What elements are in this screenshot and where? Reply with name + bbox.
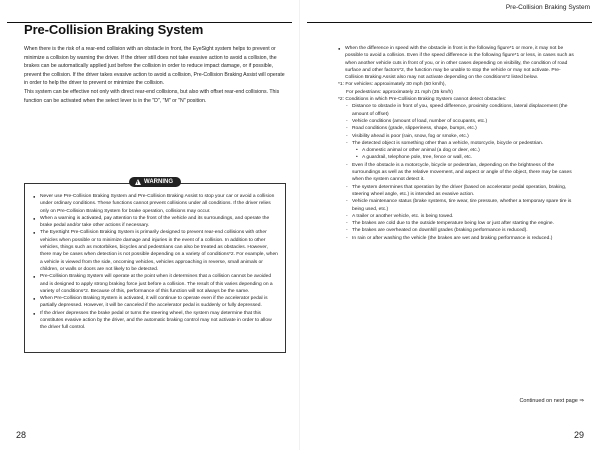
right-page <box>300 0 600 450</box>
page-number-left: 28 <box>16 430 27 440</box>
continued-note: Continued on next page ⇒ <box>519 398 584 404</box>
warning-badge <box>129 177 181 187</box>
footnote-1: *1: For vehicles: approximately 30 mph (50 km/h), <box>338 82 446 88</box>
condition-item <box>346 140 578 162</box>
conditions-list <box>338 103 578 242</box>
intro-paragraph: This system can be effective not only with direct rear-end collisions, but also with offset rear-end collisions. This function can be activated when the select lever is in the "D", "M" or "N" position. <box>24 88 280 104</box>
sub-condition-item: • A guardrail, telephone pole, tree, fence or wall, etc. <box>356 154 578 161</box>
header-rule <box>307 22 592 23</box>
speed-bullet: ● When the difference in speed with the obstacle in front is the following figure*1 or more, it may not be possible to avoid a collision. Even if the speed difference is the following figure*1 or less, in cases such as when another vehicle cuts in front of you, or in other cases depending on visibility, the condition of road surface and other factors*2, the function may be unable to stop the vehicle or may not activate. Pre-Collision Braking Assist also may not activate depending on the conditions*2 listed below. <box>338 45 578 81</box>
warning-list <box>33 193 279 332</box>
sub-condition-item: • A domestic animal or other animal (a dog or deer, etc.) <box>356 147 578 154</box>
warning-item: ● Never use Pre-Collision Braking System and Pre-Collision Braking Assist to stop your car or avoid a collision under ordinary conditions. These functions cannot prevent collisions under all conditions. If the driver relies only on Pre-Collision Braking System for brake operation, collisions may occur. <box>33 193 279 215</box>
condition-item: - Vehicle conditions (amount of load, number of occupants, etc.) <box>346 118 578 125</box>
warning-item: ● Pre-Collision Braking System will operate at the point when it determines that a collision cannot be avoided and is designed to apply strong braking force just before a collision. The result of this varies depending on a variety of conditions*2. Because of this, performance of this function will not always be the same. <box>33 273 279 295</box>
condition-item: - The brakes are overheated on downhill grades (braking performance is reduced). <box>346 227 578 234</box>
intro-paragraph: When there is the risk of a rear-end collision with an obstacle in front, the EyeSight system helps to prevent or minimize a collision by warning the driver. If the driver still does not take evasive action to avoid a collision, the brakes can be automatically applied just before the collision in order to reduce impact damage, or if possible, prevent the collision. If the driver takes evasive action to avoid a collision, Pre-Collision Braking Assist will operate in order to help the driver to prevent or minimize the collision. <box>24 46 285 87</box>
condition-text: The detected object is something other than a vehicle, motorcycle, bicycle or pedestrian. <box>352 140 544 146</box>
condition-item: - In rain or after washing the vehicle (the brakes are wet and braking performance is reduced.) <box>346 235 578 242</box>
condition-item: - The system determines that operation by the driver (based on accelerator pedal operation, braking, steering wheel angle, etc.) is intended as evasive action. <box>346 184 578 199</box>
condition-item: - Even if the obstacle is a motorcycle, bicycle or pedestrian, depending on the brightness of the surroundings as well as the relative movement, and aspect or angle of the object, there may be cases when the system cannot detect it. <box>346 162 578 184</box>
sub-conditions-list <box>352 147 578 162</box>
intro-text <box>24 45 286 105</box>
warning-item: ● The EyeSight Pre-Collision Braking System is primarily designed to prevent rear-end collisions with other vehicles when possible or to minimize damage and injuries in the event of a collision. In addition to other vehicles, things such as motorbikes, bicycles and pedestrians can also be treated as obstacles. However, there may be cases when detection is not possible depending on a variety of conditions*2. For example, when a vehicle is viewed from the side, oncoming vehicles, vehicles approaching in reverse, small animals or children, or walls or doors are not likely to be detected. <box>33 229 279 273</box>
condition-item: - Visibility ahead is poor (rain, snow, fog or smoke, etc.) <box>346 133 578 140</box>
page-number-right: 29 <box>573 430 584 440</box>
footnote-2: *2: Conditions in which Pre-Collision Braking System cannot detect obstacles: <box>338 97 507 103</box>
page-title: Pre-Collision Braking System <box>24 22 204 37</box>
right-column <box>338 45 578 242</box>
warning-label: WARNING <box>144 179 173 185</box>
condition-item: - Vehicle maintenance status (brake systems, tire wear, tire pressure, whether a temporary spare tire is being used, etc.) <box>346 198 578 213</box>
condition-item: - A trailer or another vehicle, etc. is being towed. <box>346 213 578 220</box>
warning-item: ● When a warning is activated, pay attention to the front of the vehicle and its surroundings, and operate the brake pedal and/or take other actions if necessary. <box>33 215 279 230</box>
condition-item: - Distance to obstacle in front of you, speed difference, proximity conditions, lateral displacement (the amount of offset) <box>346 103 578 118</box>
condition-item: - Road conditions (grade, slipperiness, shape, bumps, etc.) <box>346 125 578 132</box>
running-header: Pre-Collision Braking System <box>505 4 590 11</box>
warning-box <box>24 179 286 353</box>
warning-triangle-icon <box>135 179 141 185</box>
warning-item: ● When Pre-Collision Braking System is activated, it will continue to operate even if the accelerator pedal is partially depressed. However, it will be canceled if the accelerator pedal is suddenly or fully depressed. <box>33 295 279 310</box>
footnote-1-continued: For pedestrians: approximately 21 mph (35 km/h) <box>346 89 453 95</box>
warning-item: ● If the driver depresses the brake pedal or turns the steering wheel, the system may determine that this constitutes evasive action by the driver, and the automatic braking control may not activate in order to allow the driver full control. <box>33 310 279 332</box>
condition-item: - The brakes are cold due to the outside temperature being low or just after starting the engine. <box>346 220 578 227</box>
